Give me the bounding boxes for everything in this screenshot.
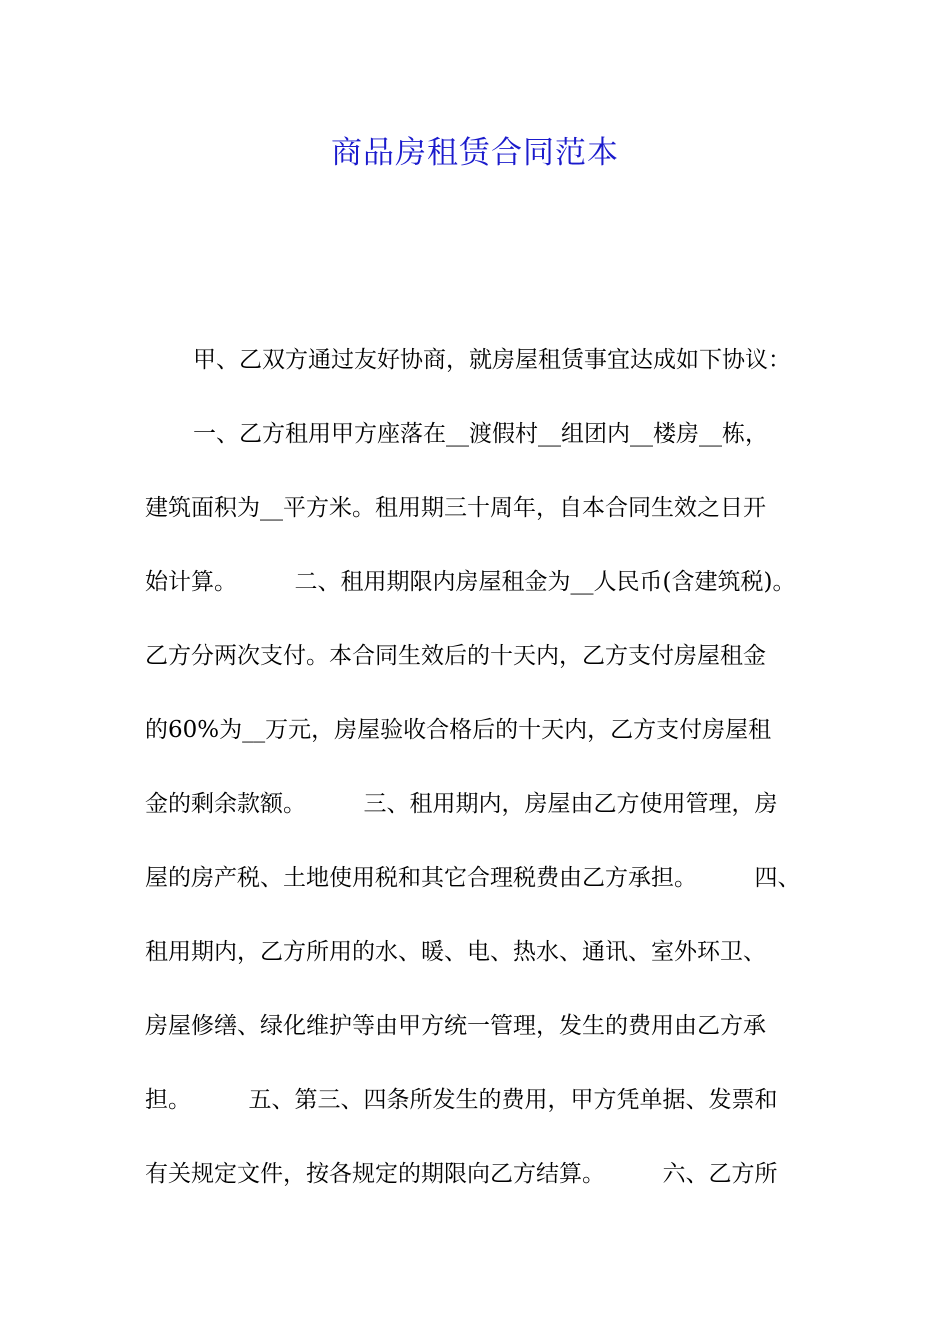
paragraph-line: 一、乙方租用甲方座落在__渡假村__组团内__楼房__栋，: [193, 421, 768, 447]
paragraph-line: 租用期内，乙方所用的水、暖、电、热水、通讯、室外环卫、: [145, 939, 766, 965]
paragraph-line: 金的剩余款额。 三、租用期内，房屋由乙方使用管理，房: [145, 791, 778, 817]
paragraph-line: 屋的房产税、土地使用税和其它合理税费由乙方承担。 四、: [145, 865, 801, 891]
paragraph-line: 担。 五、第三、四条所发生的费用，甲方凭单据、发票和: [145, 1087, 778, 1113]
paragraph-line: 甲、乙双方通过友好协商，就房屋租赁事宜达成如下协议：: [193, 347, 791, 373]
paragraph-line: 房屋修缮、绿化维护等由甲方统一管理，发生的费用由乙方承: [145, 1013, 766, 1039]
paragraph-line: 有关规定文件，按各规定的期限向乙方结算。 六、乙方所: [145, 1161, 778, 1187]
paragraph-line: 建筑面积为__平方米。租用期三十周年，自本合同生效之日开: [145, 495, 766, 521]
document-body: [145, 338, 825, 1226]
paragraph-line: 的60%为__万元，房屋验收合格后的十天内，乙方支付房屋租: [145, 717, 772, 743]
document-title: 商品房租赁合同范本: [331, 135, 619, 171]
paragraph-line: 始计算。 二、租用期限内房屋租金为__人民币(含建筑税)。: [145, 569, 796, 595]
paragraph-line: 乙方分两次支付。本合同生效后的十天内，乙方支付房屋租金: [145, 643, 766, 669]
